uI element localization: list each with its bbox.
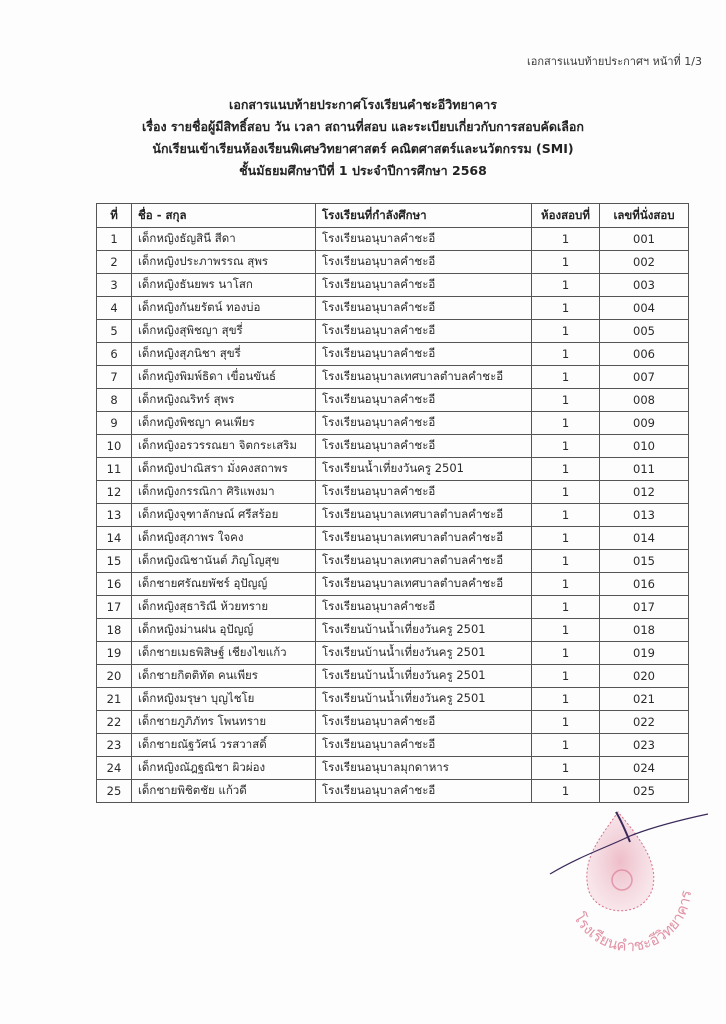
- student-name: เด็กหญิงกรรณิกา ศิริแพงมา: [132, 481, 316, 504]
- student-name: เด็กหญิงธันยพร นาโสก: [132, 274, 316, 297]
- table-row: [97, 596, 689, 619]
- school-name: โรงเรียนอนุบาลคำชะอี: [316, 343, 532, 366]
- table-row: [97, 458, 689, 481]
- school-name: โรงเรียนอนุบาลคำชะอี: [316, 251, 532, 274]
- exam-room: 1: [532, 481, 600, 504]
- row-number: 13: [97, 504, 132, 527]
- student-name: เด็กชายพิชิตชัย แก้วดี: [132, 780, 316, 803]
- school-name: โรงเรียนอนุบาลเทศบาลตำบลคำชะอี: [316, 550, 532, 573]
- seat-number: 015: [600, 550, 689, 573]
- school-name: โรงเรียนอนุบาลเทศบาลตำบลคำชะอี: [316, 527, 532, 550]
- row-number: 14: [97, 527, 132, 550]
- school-seal-stamp: [530, 808, 710, 958]
- school-name: โรงเรียนอนุบาลคำชะอี: [316, 297, 532, 320]
- exam-room: 1: [532, 297, 600, 320]
- school-name: โรงเรียนบ้านน้ำเที่ยงวันครู 2501: [316, 619, 532, 642]
- exam-room: 1: [532, 711, 600, 734]
- school-name: โรงเรียนบ้านน้ำเที่ยงวันครู 2501: [316, 642, 532, 665]
- school-name: โรงเรียนอนุบาลคำชะอี: [316, 596, 532, 619]
- row-number: 15: [97, 550, 132, 573]
- school-name: โรงเรียนบ้านน้ำเที่ยงวันครู 2501: [316, 688, 532, 711]
- column-header-room: ห้องสอบที่: [532, 204, 600, 228]
- table-row: [97, 688, 689, 711]
- student-name: เด็กหญิงจุฑาลักษณ์ ศรีสร้อย: [132, 504, 316, 527]
- school-name: โรงเรียนอนุบาลเทศบาลตำบลคำชะอี: [316, 573, 532, 596]
- student-name: เด็กหญิงพิชญา คนเพียร: [132, 412, 316, 435]
- seat-number: 009: [600, 412, 689, 435]
- student-name: เด็กหญิงณัฎฐณิชา ผิวผ่อง: [132, 757, 316, 780]
- school-name: โรงเรียนอนุบาลคำชะอี: [316, 780, 532, 803]
- row-number: 12: [97, 481, 132, 504]
- table-row: [97, 665, 689, 688]
- table-row: [97, 734, 689, 757]
- row-number: 2: [97, 251, 132, 274]
- seat-number: 011: [600, 458, 689, 481]
- row-number: 6: [97, 343, 132, 366]
- row-number: 9: [97, 412, 132, 435]
- exam-room: 1: [532, 435, 600, 458]
- seat-number: 025: [600, 780, 689, 803]
- school-name: โรงเรียนอนุบาลเทศบาลตำบลคำชะอี: [316, 504, 532, 527]
- student-name: เด็กชายณัฐวัศน์ วรสวาสดิ์: [132, 734, 316, 757]
- exam-room: 1: [532, 251, 600, 274]
- row-number: 5: [97, 320, 132, 343]
- table-row: [97, 642, 689, 665]
- column-header-name: ชื่อ - สกุล: [132, 204, 316, 228]
- school-name: โรงเรียนอนุบาลคำชะอี: [316, 274, 532, 297]
- exam-room: 1: [532, 412, 600, 435]
- page-reference: เอกสารแนบท้ายประกาศฯ หน้าที่ 1/3: [527, 55, 702, 68]
- seat-number: 023: [600, 734, 689, 757]
- exam-room: 1: [532, 527, 600, 550]
- student-name: เด็กหญิงณิชานันต์ ภิญโญสุข: [132, 550, 316, 573]
- school-name: โรงเรียนอนุบาลคำชะอี: [316, 389, 532, 412]
- row-number: 1: [97, 228, 132, 251]
- seat-number: 016: [600, 573, 689, 596]
- student-name: เด็กหญิงปาณิสรา มั่งคงสถาพร: [132, 458, 316, 481]
- title-line-4: ชั้นมัธยมศึกษาปีที่ 1 ประจำปีการศึกษา 2568: [239, 163, 487, 178]
- row-number: 8: [97, 389, 132, 412]
- school-name: โรงเรียนอนุบาลเทศบาลตำบลคำชะอี: [316, 366, 532, 389]
- table-row: [97, 573, 689, 596]
- school-name: โรงเรียนอนุบาลคำชะอี: [316, 734, 532, 757]
- school-name: โรงเรียนอนุบาลคำชะอี: [316, 320, 532, 343]
- seat-number: 010: [600, 435, 689, 458]
- seat-number: 007: [600, 366, 689, 389]
- table-row: [97, 228, 689, 251]
- table-row: [97, 780, 689, 803]
- student-name: เด็กชายเมธพิสิษฐ์ เชียงไขแก้ว: [132, 642, 316, 665]
- exam-room: 1: [532, 228, 600, 251]
- seat-number: 008: [600, 389, 689, 412]
- exam-room: 1: [532, 757, 600, 780]
- row-number: 7: [97, 366, 132, 389]
- table-row: [97, 711, 689, 734]
- student-name: เด็กหญิงสุธาริณี ห้วยทราย: [132, 596, 316, 619]
- row-number: 16: [97, 573, 132, 596]
- student-name: เด็กหญิงธัญสินี สีดา: [132, 228, 316, 251]
- row-number: 22: [97, 711, 132, 734]
- student-name: เด็กหญิงม่านฝน อุปัญญ์: [132, 619, 316, 642]
- exam-room: 1: [532, 573, 600, 596]
- school-name: โรงเรียนอนุบาลคำชะอี: [316, 711, 532, 734]
- student-name: เด็กหญิงประภาพรรณ สุพร: [132, 251, 316, 274]
- table-row: [97, 320, 689, 343]
- student-name: เด็กหญิงกันยรัตน์ ทองบ่อ: [132, 297, 316, 320]
- student-name: เด็กชายศรัณยพัชร์ อุปัญญ์: [132, 573, 316, 596]
- table-row: [97, 619, 689, 642]
- table-row: [97, 481, 689, 504]
- candidate-table: [96, 203, 689, 803]
- row-number: 10: [97, 435, 132, 458]
- exam-room: 1: [532, 550, 600, 573]
- seat-number: 005: [600, 320, 689, 343]
- row-number: 11: [97, 458, 132, 481]
- exam-room: 1: [532, 458, 600, 481]
- table-header-row: [97, 204, 689, 228]
- exam-room: 1: [532, 734, 600, 757]
- exam-room: 1: [532, 343, 600, 366]
- exam-room: 1: [532, 274, 600, 297]
- exam-room: 1: [532, 688, 600, 711]
- seat-number: 006: [600, 343, 689, 366]
- table-row: [97, 757, 689, 780]
- table-row: [97, 550, 689, 573]
- seat-number: 004: [600, 297, 689, 320]
- column-header-seat: เลขที่นั่งสอบ: [600, 204, 689, 228]
- exam-room: 1: [532, 366, 600, 389]
- table-row: [97, 435, 689, 458]
- school-name: โรงเรียนบ้านน้ำเที่ยงวันครู 2501: [316, 665, 532, 688]
- table-row: [97, 297, 689, 320]
- seat-number: 014: [600, 527, 689, 550]
- table-row: [97, 274, 689, 297]
- school-name: โรงเรียนอนุบาลมุกดาหาร: [316, 757, 532, 780]
- exam-room: 1: [532, 596, 600, 619]
- row-number: 21: [97, 688, 132, 711]
- table-row: [97, 366, 689, 389]
- seat-number: 021: [600, 688, 689, 711]
- row-number: 3: [97, 274, 132, 297]
- column-header-no: ที่: [97, 204, 132, 228]
- table-row: [97, 343, 689, 366]
- document-title: [0, 94, 726, 182]
- table-row: [97, 389, 689, 412]
- student-name: เด็กชายภูภิภัทร โพนทราย: [132, 711, 316, 734]
- exam-room: 1: [532, 504, 600, 527]
- seat-number: 001: [600, 228, 689, 251]
- row-number: 17: [97, 596, 132, 619]
- school-name: โรงเรียนอนุบาลคำชะอี: [316, 481, 532, 504]
- student-name: เด็กชายกิตติทัต คนเพียร: [132, 665, 316, 688]
- title-line-2: เรื่อง รายชื่อผู้มีสิทธิ์สอบ วัน เวลา สถานที่สอบ และระเบียบเกี่ยวกับการสอบคัดเลือก: [141, 119, 585, 134]
- title-line-3: นักเรียนเข้าเรียนห้องเรียนพิเศษวิทยาศาสตร์ คณิตศาสตร์และนวัตกรรม (SMI): [152, 141, 574, 156]
- student-name: เด็กหญิงพิมพ์ธิดา เขื่อนขันธ์: [132, 366, 316, 389]
- seat-number: 003: [600, 274, 689, 297]
- row-number: 18: [97, 619, 132, 642]
- seat-number: 022: [600, 711, 689, 734]
- student-name: เด็กหญิงมรุษา บุญไชโย: [132, 688, 316, 711]
- seat-number: 013: [600, 504, 689, 527]
- row-number: 4: [97, 297, 132, 320]
- student-name: เด็กหญิงณริทร์ สุพร: [132, 389, 316, 412]
- table-row: [97, 251, 689, 274]
- seat-number: 024: [600, 757, 689, 780]
- row-number: 20: [97, 665, 132, 688]
- seat-number: 019: [600, 642, 689, 665]
- school-name: โรงเรียนอนุบาลคำชะอี: [316, 228, 532, 251]
- seat-number: 012: [600, 481, 689, 504]
- seat-number: 002: [600, 251, 689, 274]
- student-name: เด็กหญิงสุพิชญา สุขรี่: [132, 320, 316, 343]
- row-number: 23: [97, 734, 132, 757]
- exam-room: 1: [532, 665, 600, 688]
- exam-room: 1: [532, 619, 600, 642]
- exam-room: 1: [532, 389, 600, 412]
- seal-text: โรงเรียนคำชะอีวิทยาคาร: [569, 889, 696, 956]
- row-number: 25: [97, 780, 132, 803]
- seal-emblem: [587, 812, 654, 911]
- table-row: [97, 504, 689, 527]
- row-number: 19: [97, 642, 132, 665]
- seat-number: 018: [600, 619, 689, 642]
- seat-number: 017: [600, 596, 689, 619]
- exam-room: 1: [532, 642, 600, 665]
- student-name: เด็กหญิงสุภาพร ใจคง: [132, 527, 316, 550]
- student-name: เด็กหญิงอรวรรณยา จิตกระเสริม: [132, 435, 316, 458]
- table-row: [97, 412, 689, 435]
- school-name: โรงเรียนอนุบาลคำชะอี: [316, 412, 532, 435]
- row-number: 24: [97, 757, 132, 780]
- column-header-school: โรงเรียนที่กำลังศึกษา: [316, 204, 532, 228]
- title-line-1: เอกสารแนบท้ายประกาศโรงเรียนคำชะอีวิทยาคาร: [229, 97, 497, 112]
- exam-room: 1: [532, 780, 600, 803]
- school-name: โรงเรียนน้ำเที่ยงวันครู 2501: [316, 458, 532, 481]
- school-name: โรงเรียนอนุบาลคำชะอี: [316, 435, 532, 458]
- table-row: [97, 527, 689, 550]
- seat-number: 020: [600, 665, 689, 688]
- exam-room: 1: [532, 320, 600, 343]
- student-name: เด็กหญิงสุภนิชา สุขรี่: [132, 343, 316, 366]
